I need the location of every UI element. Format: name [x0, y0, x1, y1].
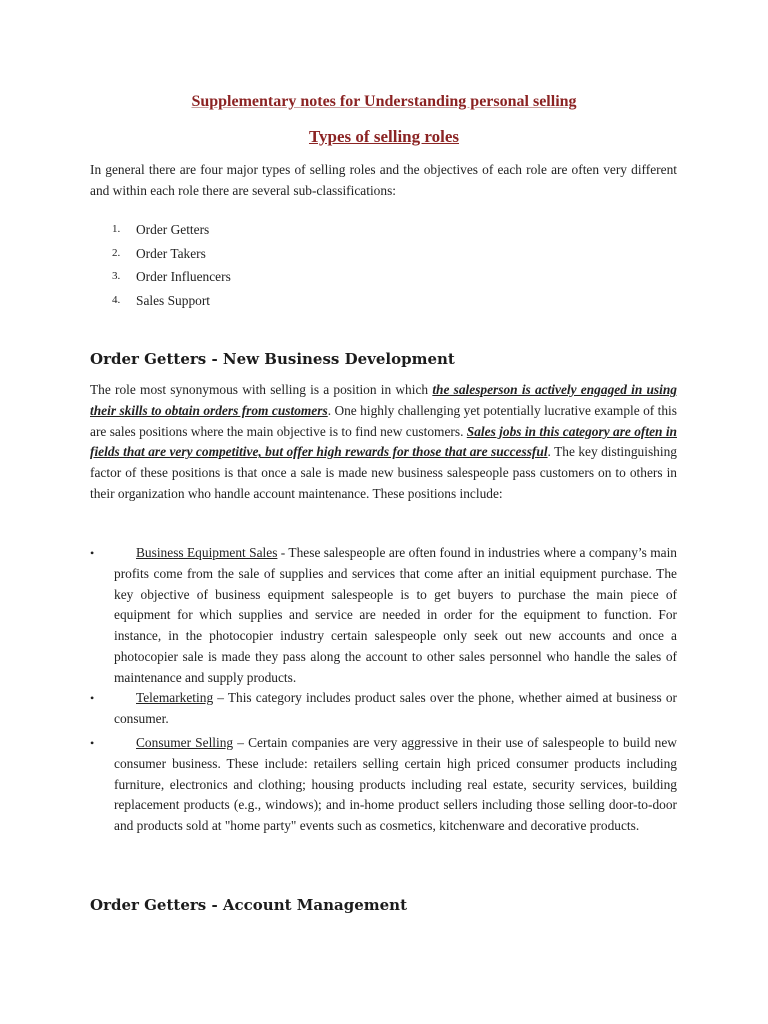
- bullet-text: – This category includes product sales over the phone, whether aimed at business or consumer.: [114, 690, 677, 726]
- bullet-list: [90, 543, 677, 689]
- bullet-item: [90, 688, 677, 730]
- bullet-term: Business Equipment Sales: [136, 545, 278, 560]
- bullet-item: [90, 733, 677, 837]
- list-number: 3.: [112, 270, 121, 282]
- list-item-label: Order Getters: [136, 222, 210, 237]
- bullet-term: Telemarketing: [136, 690, 214, 705]
- list-item-label: Sales Support: [136, 292, 211, 308]
- section-heading: Order Getters - Account Management: [90, 896, 407, 914]
- section-body-paragraph: [90, 380, 677, 505]
- bullet-icon: •: [90, 736, 95, 750]
- bullet-text: – Certain companies are very aggressive in their use of salespeople to build new consumer business. These include: retailers selling certain high priced consumer products including furniture, electronics and clothing; housing products including real estate, security services, building replacement products (e.g., windows); and in-home product sellers including those selling door-to-door and products sold at "home party" events such as cosmetics, kitchenware and decorative products.: [114, 735, 677, 834]
- emphasized-text: the salesperson is actively engaged in using their skills to obtain orders from customers: [90, 382, 677, 418]
- body-text: . One highly challenging yet potentially lucrative example of this are sales positions where the main objective is to find new customers.: [90, 402, 677, 439]
- list-item-label: Order Takers: [136, 245, 206, 261]
- list-number: 2.: [112, 246, 121, 259]
- intro-paragraph: In general there are four major types of selling roles and the objectives of each role are often very different and within each role there are several sub-classifications:: [90, 162, 677, 198]
- body-text: . The key distinguishing factor of these positions is that once a sale is made new business salespeople pass customers on to others in their organization who handle account maintenance. These positions include:: [90, 444, 677, 501]
- section-heading: Order Getters - New Business Development: [90, 350, 455, 368]
- emphasized-text: Sales jobs in this category are often in fields that are very competitive, but offer high rewards for those that are successful: [90, 423, 677, 460]
- list-item-label: Order Influencers: [136, 269, 231, 284]
- list-number: 1.: [112, 223, 121, 235]
- document-subtitle: Types of selling roles: [308, 127, 459, 146]
- bullet-list: [90, 688, 677, 730]
- list-number: 4.: [112, 293, 121, 306]
- bullet-text: - These salespeople are often found in industries where a company’s main profits come from the sale of supplies and services that come after an initial equipment purchase. The key objective of business equipment salespeople is to get buyers to purchase the main piece of equipment for which supplies and service are needed in order for the equipment to function. For instance, in the photocopier industry certain salespeople only seek out new accounts and once a photocopier sale is made they pass along the account to other sales personnel who handle the sales of maintenance and supply products.: [114, 545, 677, 685]
- bullet-icon: •: [90, 546, 95, 560]
- bullet-icon: •: [90, 691, 95, 705]
- body-text: The role most synonymous with selling is a position in which: [90, 382, 433, 397]
- bullet-list: [90, 733, 677, 837]
- bullet-term: Consumer Selling: [136, 735, 234, 750]
- bullet-item: [90, 543, 677, 689]
- document-title: Supplementary notes for Understanding personal selling: [191, 93, 577, 110]
